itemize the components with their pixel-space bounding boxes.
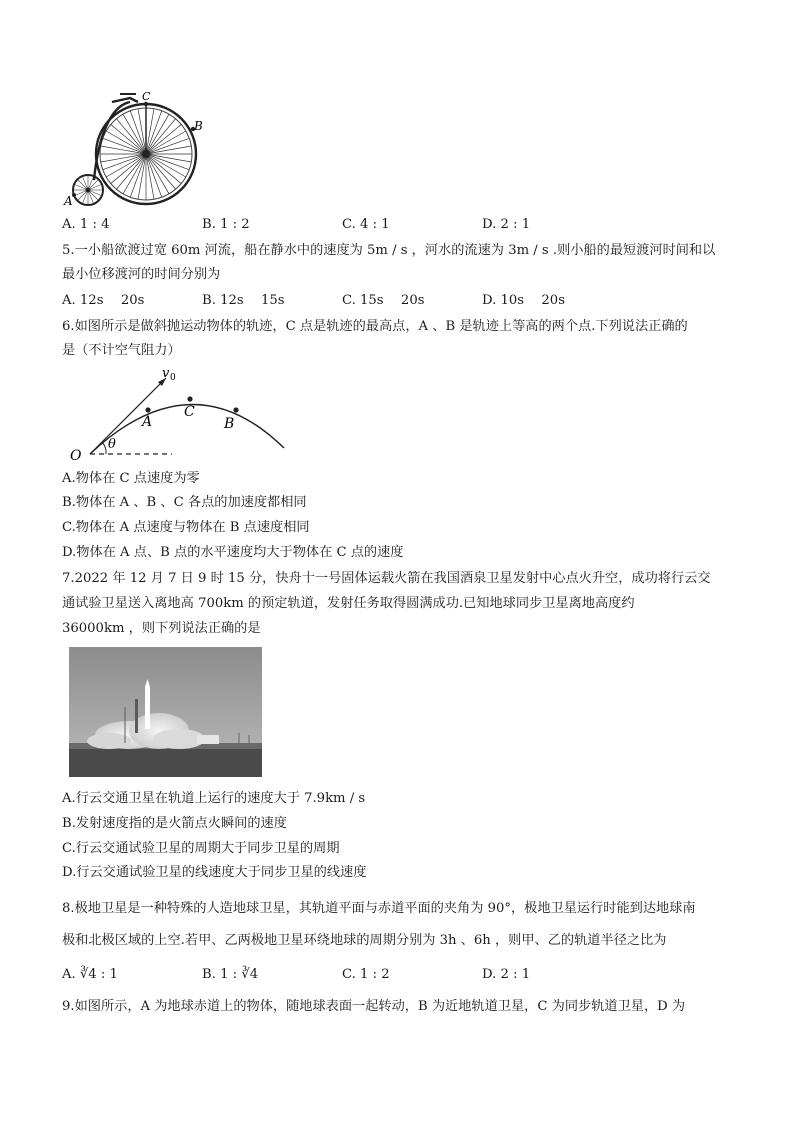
q5-option-c: C. 15s 20s xyxy=(342,293,425,308)
q4-option-d: D. 2 : 1 xyxy=(482,217,531,232)
q7-option-d: D.行云交通试验卫星的线速度大于同步卫星的线速度 xyxy=(62,865,367,880)
q8-stem-line2: 极和北极区域的上空.若甲、乙两极地卫星环绕地球的周期分别为 3h 、6h ，则甲、乙的轨道半径之比为 xyxy=(62,933,667,948)
q6-option-d: D.物体在 A 点、B 点的水平速度均大于物体在 C 点的速度 xyxy=(62,545,404,560)
q7-stem-line2: 通试验卫星送入离地高 700km 的预定轨道，发射任务取得圆满成功.已知地球同步卫星离地高度约 xyxy=(62,596,635,611)
rocket-launch-photo xyxy=(69,647,262,777)
q7-option-c: C.行云交通试验卫星的周期大于同步卫星的周期 xyxy=(62,841,340,856)
label-c: C xyxy=(142,90,151,103)
q8-stem-line1: 8.极地卫星是一种特殊的人造地球卫星，其轨道平面与赤道平面的夹角为 90°，极地卫星运行时能到达地球南 xyxy=(62,901,696,916)
q4-option-c: C. 4 : 1 xyxy=(342,217,390,232)
q6-stem-line1: 6.如图所示是做斜抛运动物体的轨迹，C 点是轨迹的最高点，A 、B 是轨迹上等高的两个点.下列说法正确的 xyxy=(62,319,688,334)
label-a: A xyxy=(64,194,73,208)
origin-o-label: O xyxy=(70,448,82,462)
q8-option-b: B. 1 : ∛4 xyxy=(202,967,259,982)
point-a-label: A xyxy=(142,414,153,430)
q5-option-d: D. 10s 20s xyxy=(482,293,565,308)
point-c-label: C xyxy=(184,404,195,420)
q8-option-c: C. 1 : 2 xyxy=(342,967,390,982)
v0-subscript: 0 xyxy=(170,373,176,383)
v0-label: v xyxy=(162,366,170,381)
q9-stem-line1: 9.如图所示，A 为地球赤道上的物体，随地球表面一起转动，B 为近地轨道卫星，C 为同步轨道卫星，D 为 xyxy=(62,999,686,1014)
q7-stem-line3: 36000km ，则下列说法正确的是 xyxy=(62,621,261,636)
q7-option-a: A.行云交通卫星在轨道上运行的速度大于 7.9km / s xyxy=(62,791,366,806)
label-b: B xyxy=(194,119,203,133)
q4-option-a: A. 1 : 4 xyxy=(62,217,110,232)
theta-label: θ xyxy=(108,437,116,452)
penny-farthing-figure xyxy=(60,88,210,208)
projectile-figure xyxy=(62,362,292,462)
q7-stem-line1: 7.2022 年 12 月 7 日 9 时 15 分，快舟十一号固体运载火箭在我国酒泉卫星发射中心点火升空，成功将行云交 xyxy=(62,571,711,586)
q8-option-d: D. 2 : 1 xyxy=(482,967,531,982)
point-b-label: B xyxy=(224,416,235,432)
q6-option-a: A.物体在 C 点速度为零 xyxy=(62,471,200,486)
q4-option-b: B. 1 : 2 xyxy=(202,217,250,232)
q5-option-a: A. 12s 20s xyxy=(62,293,145,308)
q7-option-b: B.发射速度指的是火箭点火瞬间的速度 xyxy=(62,816,287,831)
q6-option-b: B.物体在 A 、B 、C 各点的加速度都相同 xyxy=(62,495,307,510)
q8-option-a: A. ∛4 : 1 xyxy=(62,967,118,982)
q5-stem-line1: 5.一小船欲渡过宽 60m 河流，船在静水中的速度为 5m / s ，河水的流速为 3m / s .则小船的最短渡河时间和以 xyxy=(62,243,716,258)
q5-stem-line2: 最小位移渡河的时间分别为 xyxy=(62,267,221,282)
q5-option-b: B. 12s 15s xyxy=(202,293,285,308)
q6-option-c: C.物体在 A 点速度与物体在 B 点速度相同 xyxy=(62,520,310,535)
q6-stem-line2: 是（不计空气阻力） xyxy=(62,343,181,358)
